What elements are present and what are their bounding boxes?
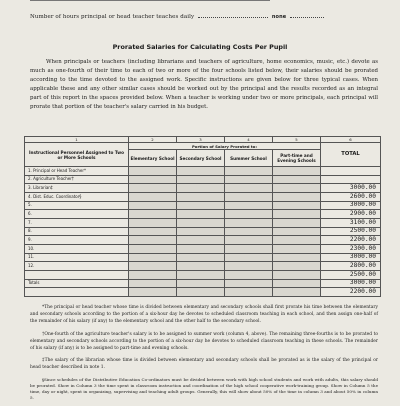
total-cell: 3000.00 (321, 253, 381, 262)
footnote-coordinator: §Since schedules of the Distributive Education Co-ordinators must be divided between work with high school students and work with adults, this salary should be prorated. Show in Column 3 the time spent in classroom instruction and coordination of the high school cooperative work-training group. Show in Column 5 the time, day or night, spent in organizing, supervising and teaching adult groups. Generally, this will show about 50% of the time in column 3 and about 50% in column 5. (30, 376, 378, 400)
secondary-header: Secondary School (177, 150, 225, 167)
prorated-cell (225, 175, 273, 184)
elementary-header: Elementary School (129, 150, 177, 167)
row-label: 9. (25, 236, 129, 245)
prorated-cell (129, 270, 177, 279)
prorated-cell (177, 236, 225, 245)
prorated-cell (129, 184, 177, 193)
table-row (25, 192, 381, 201)
prorated-cell (225, 236, 273, 245)
row-label: 11. (25, 253, 129, 262)
footnotes (30, 304, 378, 406)
col-number: 5 (273, 137, 321, 143)
prorated-cell (177, 210, 225, 219)
total-cell: 2200.00 (321, 288, 381, 297)
table-row (25, 201, 381, 210)
total-cell: 3000.00 (321, 279, 381, 288)
prorated-cell (129, 279, 177, 288)
row-label: 3. Librarian‡ (25, 184, 129, 193)
prorated-cell (225, 270, 273, 279)
prorated-cell (273, 201, 321, 210)
row-label: 12. (25, 262, 129, 271)
table-body (25, 167, 381, 297)
table-row (25, 244, 381, 253)
prorated-cell (225, 184, 273, 193)
col-number: 2 (129, 137, 177, 143)
prorated-cell (177, 279, 225, 288)
page-title: Prorated Salaries for Calculating Costs Per Pupil (112, 43, 288, 51)
prorated-cell (225, 244, 273, 253)
total-cell: 2900.00 (321, 210, 381, 219)
prorated-cell (129, 175, 177, 184)
prorated-cell (273, 184, 321, 193)
prorated-cell (129, 227, 177, 236)
prorated-cell (273, 167, 321, 176)
row-label: 2. Agriculture Teacher† (25, 175, 129, 184)
prorated-cell (225, 227, 273, 236)
row-label: 10. (25, 244, 129, 253)
hours-value: none (271, 14, 287, 20)
footnote-principal: *The principal or head teacher whose time is divided between elementary and secondary schools shall first prorate his time between the elementary and secondary schools according to the portion of a six-hour day he devotes to scheduled classroom teaching in each school, and then assign one-half of the remainder of his salary (if any) to the elementary school and the other half to the secondary school. (30, 305, 378, 325)
prorated-cell (177, 270, 225, 279)
row-label: 4. Dist. Educ. Coordinator§ (25, 192, 129, 201)
prorated-cell (273, 244, 321, 253)
col-number: 1 (25, 137, 129, 143)
prorated-cell (273, 227, 321, 236)
total-cell: 2200.00 (321, 236, 381, 245)
prorated-cell (225, 201, 273, 210)
prorated-cell (225, 218, 273, 227)
table-row (25, 270, 381, 279)
prorated-cell (273, 253, 321, 262)
row-label (25, 270, 129, 279)
col-number: 4 (225, 137, 273, 143)
total-header: TOTAL (321, 143, 381, 167)
prorated-cell (177, 192, 225, 201)
table-row (25, 227, 381, 236)
prorated-cell (225, 192, 273, 201)
total-cell: 2800.00 (321, 262, 381, 271)
fill-line-end (290, 17, 324, 18)
total-cell (321, 167, 381, 176)
total-cell (321, 175, 381, 184)
table-row (25, 167, 381, 176)
total-cell: 3000.00 (321, 201, 381, 210)
prorated-cell (177, 175, 225, 184)
row-label: 5. (25, 201, 129, 210)
table-row (25, 236, 381, 245)
prorated-cell (225, 210, 273, 219)
prorated-cell (273, 192, 321, 201)
col-number: 6 (321, 137, 381, 143)
prorated-cell (177, 227, 225, 236)
row-label: 8. (25, 227, 129, 236)
prorated-cell (129, 192, 177, 201)
prorated-cell (273, 288, 321, 297)
footnote-agriculture: †One-fourth of the agriculture teacher's salary is to be assigned to summer work (column 4, above). The remaining three-fourths is to be prorated to elementary and secondary schools according to the portion of a six-hour day he devotes to scheduled classroom teaching in these schools. The remainder of his salary (if any) is to be assigned to part-time and evening schools. (30, 331, 378, 352)
table-row (25, 288, 381, 297)
row-label: 6. (25, 210, 129, 219)
total-cell: 2500.00 (321, 270, 381, 279)
prorated-cell (225, 262, 273, 271)
table-row (25, 175, 381, 184)
prorated-cell (273, 218, 321, 227)
total-cell: 3000.00 (321, 184, 381, 193)
prorated-cell (273, 279, 321, 288)
personnel-header: Instructional Personnel Assigned to Two or More Schools (25, 143, 129, 167)
col-number: 3 (177, 137, 225, 143)
prorated-cell (129, 201, 177, 210)
footnote-librarian: ‡The salary of the librarian whose time is divided between elementary and secondary schools shall be prorated as is the salary of the principal or head teacher described in note 1. (30, 358, 378, 371)
total-cell: 2300.00 (321, 244, 381, 253)
prorated-cell (273, 270, 321, 279)
prorated-cell (225, 167, 273, 176)
prorated-cell (225, 279, 273, 288)
prorated-salary-table (24, 136, 381, 297)
total-cell: 2600.00 (321, 192, 381, 201)
table-row (25, 262, 381, 271)
hours-taught-line (30, 14, 324, 20)
prorated-cell (273, 262, 321, 271)
prorated-cell (177, 288, 225, 297)
table-row (25, 218, 381, 227)
prorated-cell (177, 262, 225, 271)
total-cell: 3100.00 (321, 218, 381, 227)
prorated-cell (129, 236, 177, 245)
instructions-paragraph: When principals or teachers (including librarians and teachers of agriculture, home economics, music, etc.) devote as much as one-fourth of their time to each of two or more of the four schools listed below, their salaries should be prorated according to the time devoted to the assigned work. Specific instructions are given below for three typical cases. When applicable these and any other similar cases should be worked out by the principal and the results recorded as an integral part of this report in the spaces provided below. When a teacher is working under two or more principals, each principal will prorate that portion of the teacher's salary carried in his budget. (30, 59, 378, 111)
prorated-cell (129, 210, 177, 219)
prorated-cell (177, 184, 225, 193)
prorated-cell (273, 236, 321, 245)
fill-line (198, 17, 268, 18)
table-row (25, 184, 381, 193)
prorated-cell (273, 175, 321, 184)
row-label: Totals (25, 279, 129, 288)
prorated-cell (225, 253, 273, 262)
prorated-cell (177, 167, 225, 176)
prorated-cell (177, 253, 225, 262)
hours-label: Number of hours principal or head teacher teaches daily (30, 14, 195, 20)
row-label: 1. Principal or Head Teacher* (25, 167, 129, 176)
prorated-cell (273, 210, 321, 219)
prorated-cell (225, 288, 273, 297)
row-label: 7. (25, 218, 129, 227)
prorated-cell (177, 201, 225, 210)
portion-header: Portion of Salary Prorated to: (129, 143, 321, 150)
table-row (25, 253, 381, 262)
prorated-cell (129, 262, 177, 271)
total-cell: 2500.00 (321, 227, 381, 236)
table-row (25, 279, 381, 288)
prorated-cell (177, 244, 225, 253)
prorated-cell (177, 218, 225, 227)
prorated-cell (129, 167, 177, 176)
summer-header: Summer School (225, 150, 273, 167)
row-label (25, 288, 129, 297)
top-rule (30, 0, 270, 2)
part-time-header: Part-time and Evening Schools (273, 150, 321, 167)
prorated-cell (129, 288, 177, 297)
table-row (25, 210, 381, 219)
prorated-cell (129, 253, 177, 262)
prorated-cell (129, 218, 177, 227)
prorated-cell (129, 244, 177, 253)
